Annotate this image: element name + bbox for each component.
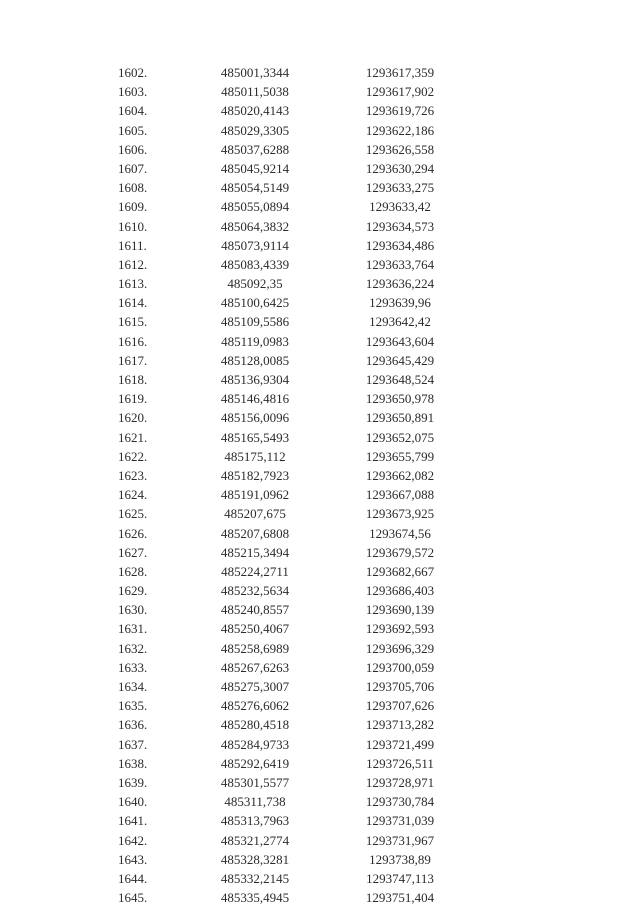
x-coordinate: 485020,4143 xyxy=(220,103,290,119)
table-row xyxy=(100,524,470,543)
table-row xyxy=(100,82,470,101)
y-coordinate: 1293679,572 xyxy=(365,544,435,560)
table-row xyxy=(100,735,470,754)
y-coordinate: 1293662,082 xyxy=(365,467,435,483)
table-row xyxy=(100,389,470,408)
x-coordinate: 485207,675 xyxy=(224,506,286,522)
x-coordinate: 485335,4945 xyxy=(220,890,290,906)
x-coordinate: 485321,2774 xyxy=(220,832,290,848)
point-number: 1634. xyxy=(118,679,148,694)
table-row xyxy=(100,178,470,197)
x-coordinate: 485092,35 xyxy=(227,276,283,292)
point-number: 1645. xyxy=(118,890,148,906)
x-coordinate: 485267,6263 xyxy=(220,659,290,675)
x-coordinate: 485100,6425 xyxy=(220,295,290,311)
point-number: 1638. xyxy=(118,755,148,771)
y-coordinate: 1293617,359 xyxy=(365,65,435,80)
point-number: 1620. xyxy=(118,410,148,426)
x-coordinate: 485328,3281 xyxy=(220,851,290,867)
table-row xyxy=(100,255,470,274)
y-coordinate: 1293652,075 xyxy=(365,429,435,445)
x-coordinate: 485001,3344 xyxy=(220,65,290,80)
y-coordinate: 1293633,764 xyxy=(365,256,435,272)
point-number: 1614. xyxy=(118,295,148,311)
x-coordinate: 485045,9214 xyxy=(220,160,290,176)
y-coordinate: 1293673,925 xyxy=(365,506,435,522)
table-row xyxy=(100,677,470,696)
x-coordinate: 485011,5038 xyxy=(221,84,289,100)
y-coordinate: 1293650,978 xyxy=(365,391,435,407)
table-row xyxy=(100,773,470,792)
x-coordinate: 485215,3494 xyxy=(220,544,290,560)
x-coordinate: 485165,5493 xyxy=(220,429,290,445)
y-coordinate: 1293705,706 xyxy=(365,679,435,694)
x-coordinate: 485146,4816 xyxy=(220,391,290,407)
point-number: 1615. xyxy=(118,314,148,330)
x-coordinate: 485083,4339 xyxy=(220,256,290,272)
y-coordinate: 1293642,42 xyxy=(369,314,431,330)
table-row xyxy=(100,869,470,888)
table-row xyxy=(100,658,470,677)
table-row xyxy=(100,850,470,869)
table-row xyxy=(100,562,470,581)
point-number: 1617. xyxy=(118,352,148,368)
y-coordinate: 1293696,329 xyxy=(365,640,435,656)
y-coordinate: 1293639,96 xyxy=(369,295,431,311)
table-row xyxy=(100,811,470,830)
point-number: 1633. xyxy=(118,659,148,675)
y-coordinate: 1293726,511 xyxy=(366,755,434,771)
table-row xyxy=(100,619,470,638)
y-coordinate: 1293731,039 xyxy=(365,813,435,829)
x-coordinate: 485128,0085 xyxy=(220,352,290,368)
point-number: 1611. xyxy=(118,237,147,253)
y-coordinate: 1293633,275 xyxy=(365,180,435,196)
y-coordinate: 1293700,059 xyxy=(365,659,435,675)
point-number: 1624. xyxy=(118,487,148,503)
x-coordinate: 485029,3305 xyxy=(220,122,290,138)
point-number: 1608. xyxy=(118,180,148,196)
x-coordinate: 485191,0962 xyxy=(220,487,290,503)
point-number: 1602. xyxy=(118,65,148,80)
table-row xyxy=(100,408,470,427)
x-coordinate: 485054,5149 xyxy=(220,180,290,196)
x-coordinate: 485301,5577 xyxy=(220,774,290,790)
table-row xyxy=(100,581,470,600)
point-number: 1622. xyxy=(118,448,148,464)
point-number: 1623. xyxy=(118,467,148,483)
point-number: 1603. xyxy=(118,84,148,100)
y-coordinate: 1293707,626 xyxy=(365,698,435,714)
y-coordinate: 1293728,971 xyxy=(365,774,435,790)
x-coordinate: 485037,6288 xyxy=(220,141,290,157)
x-coordinate: 485073,9114 xyxy=(221,237,289,253)
y-coordinate: 1293686,403 xyxy=(365,583,435,599)
table-row xyxy=(100,217,470,236)
table-row xyxy=(100,370,470,389)
x-coordinate: 485136,9304 xyxy=(220,372,290,387)
table-row xyxy=(100,639,470,658)
y-coordinate: 1293634,573 xyxy=(365,218,435,234)
x-coordinate: 485064,3832 xyxy=(220,218,290,234)
point-number: 1644. xyxy=(118,870,148,886)
x-coordinate: 485280,4518 xyxy=(220,717,290,733)
table-row xyxy=(100,428,470,447)
y-coordinate: 1293622,186 xyxy=(365,122,435,138)
y-coordinate: 1293655,799 xyxy=(365,448,435,464)
y-coordinate: 1293721,499 xyxy=(365,736,435,752)
table-row xyxy=(100,831,470,850)
point-number: 1612. xyxy=(118,256,148,272)
x-coordinate: 485332,2145 xyxy=(220,870,290,886)
point-number: 1605. xyxy=(118,122,148,138)
point-number: 1640. xyxy=(118,794,148,810)
y-coordinate: 1293617,902 xyxy=(365,84,435,100)
table-row xyxy=(100,312,470,331)
x-coordinate: 485240,8557 xyxy=(220,602,290,618)
y-coordinate: 1293713,282 xyxy=(365,717,435,733)
point-number: 1641. xyxy=(118,813,148,829)
y-coordinate: 1293692,593 xyxy=(365,621,435,637)
y-coordinate: 1293643,604 xyxy=(365,333,435,349)
point-number: 1637. xyxy=(118,736,148,752)
point-number: 1607. xyxy=(118,160,148,176)
x-coordinate: 485284,9733 xyxy=(220,736,290,752)
point-number: 1619. xyxy=(118,391,148,407)
y-coordinate: 1293633,42 xyxy=(369,199,431,215)
y-coordinate: 1293626,558 xyxy=(365,141,435,157)
table-row xyxy=(100,101,470,120)
table-row xyxy=(100,447,470,466)
table-row xyxy=(100,351,470,370)
table-row xyxy=(100,274,470,293)
y-coordinate: 1293751,404 xyxy=(365,890,435,906)
y-coordinate: 1293650,891 xyxy=(365,410,435,426)
point-number: 1631. xyxy=(118,621,148,637)
table-row xyxy=(100,543,470,562)
point-number: 1642. xyxy=(118,832,148,848)
x-coordinate: 485182,7923 xyxy=(220,467,290,483)
point-number: 1625. xyxy=(118,506,148,522)
point-number: 1630. xyxy=(118,602,148,618)
point-number: 1626. xyxy=(118,525,148,541)
table-row xyxy=(100,696,470,715)
y-coordinate: 1293690,139 xyxy=(365,602,435,618)
point-number: 1618. xyxy=(118,372,148,387)
y-coordinate: 1293747,113 xyxy=(366,870,434,886)
table-row xyxy=(100,485,470,504)
x-coordinate: 485313,7963 xyxy=(220,813,290,829)
point-number: 1627. xyxy=(118,544,148,560)
y-coordinate: 1293674,56 xyxy=(369,525,431,541)
x-coordinate: 485207,6808 xyxy=(220,525,290,541)
table-row xyxy=(100,888,470,907)
x-coordinate: 485311,738 xyxy=(224,794,286,810)
table-row xyxy=(100,159,470,178)
point-number: 1610. xyxy=(118,218,148,234)
point-number: 1636. xyxy=(118,717,148,733)
table-row xyxy=(100,715,470,734)
table-row xyxy=(100,332,470,351)
x-coordinate: 485055,0894 xyxy=(220,199,290,215)
point-number: 1632. xyxy=(118,640,148,656)
point-number: 1609. xyxy=(118,199,148,215)
x-coordinate: 485292,6419 xyxy=(220,755,290,771)
y-coordinate: 1293630,294 xyxy=(365,160,435,176)
x-coordinate: 485276,6062 xyxy=(220,698,290,714)
x-coordinate: 485275,3007 xyxy=(220,679,290,694)
x-coordinate: 485224,2711 xyxy=(221,563,289,579)
x-coordinate: 485175,112 xyxy=(224,448,286,464)
point-number: 1643. xyxy=(118,851,148,867)
point-number: 1628. xyxy=(118,563,148,579)
table-row xyxy=(100,466,470,485)
table-row xyxy=(100,236,470,255)
point-number: 1606. xyxy=(118,141,148,157)
table-row xyxy=(100,140,470,159)
point-number: 1604. xyxy=(118,103,148,119)
y-coordinate: 1293619,726 xyxy=(365,103,435,119)
table-row xyxy=(100,792,470,811)
table-row xyxy=(100,293,470,312)
y-coordinate: 1293645,429 xyxy=(365,352,435,368)
point-number: 1621. xyxy=(118,429,148,445)
y-coordinate: 1293648,524 xyxy=(365,372,435,387)
y-coordinate: 1293667,088 xyxy=(365,487,435,503)
x-coordinate: 485119,0983 xyxy=(221,333,289,349)
table-row xyxy=(100,754,470,773)
x-coordinate: 485156,0096 xyxy=(220,410,290,426)
table-row xyxy=(100,121,470,140)
y-coordinate: 1293682,667 xyxy=(365,563,435,579)
table-row xyxy=(100,504,470,523)
x-coordinate: 485232,5634 xyxy=(220,583,290,599)
table-row xyxy=(100,600,470,619)
y-coordinate: 1293636,224 xyxy=(365,276,435,292)
point-number: 1616. xyxy=(118,333,148,349)
table-row xyxy=(100,63,470,82)
y-coordinate: 1293738,89 xyxy=(369,851,431,867)
x-coordinate: 485109,5586 xyxy=(220,314,290,330)
table-row xyxy=(100,197,470,216)
point-number: 1639. xyxy=(118,774,148,790)
point-number: 1629. xyxy=(118,583,148,599)
point-number: 1613. xyxy=(118,276,148,292)
y-coordinate: 1293730,784 xyxy=(365,794,435,810)
point-number: 1635. xyxy=(118,698,148,714)
coordinate-table xyxy=(100,63,470,907)
y-coordinate: 1293634,486 xyxy=(365,237,435,253)
x-coordinate: 485258,6989 xyxy=(220,640,290,656)
x-coordinate: 485250,4067 xyxy=(220,621,290,637)
y-coordinate: 1293731,967 xyxy=(365,832,435,848)
